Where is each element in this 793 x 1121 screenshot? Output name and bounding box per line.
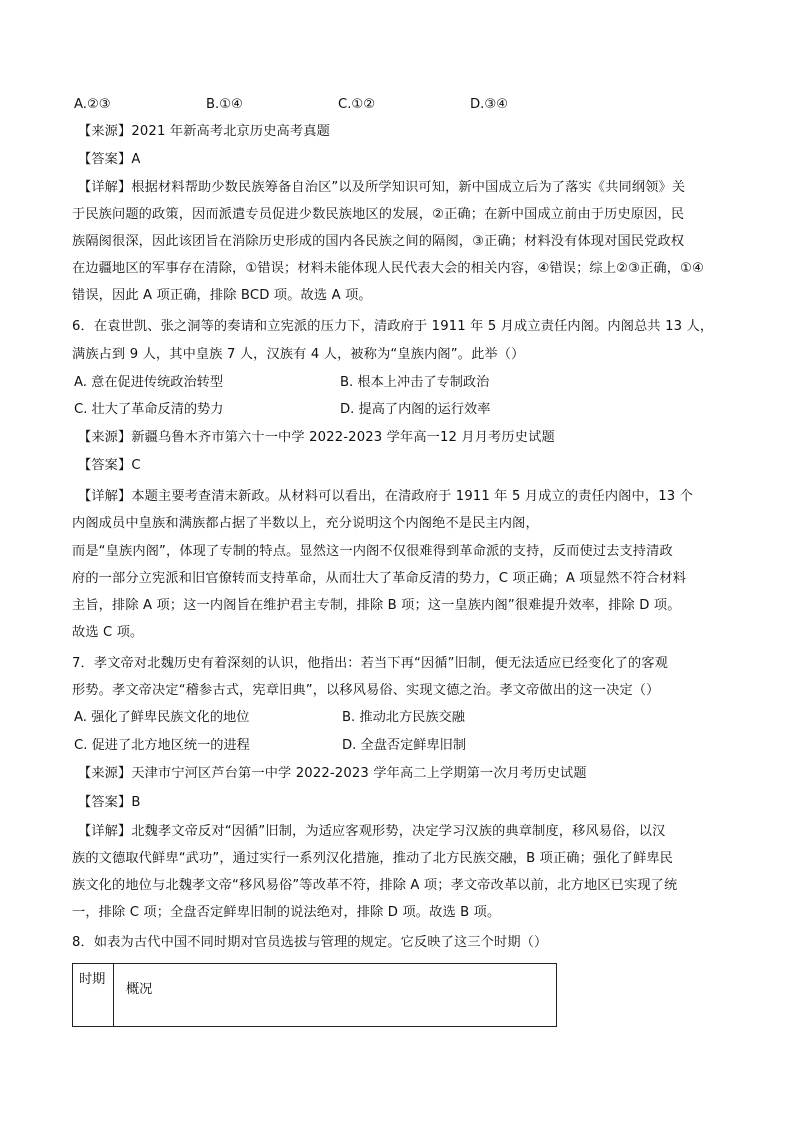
q6-source: 【来源】新疆乌鲁木齐市第六十一中学 2022-2023 学年高一12 月月考历史试题 — [78, 430, 555, 445]
q6-option-d: D. 提高了内阁的运行效率 — [340, 402, 491, 417]
q5-detail-line: 在边疆地区的军事存在清除，①错误；材料未能体现人民代表大会的相关内容，④错误；综上②③正确，①④ — [72, 261, 705, 276]
q6-stem-line: 满族占到 9 人，其中皇族 7 人，汉族有 4 人，被称为“皇族内阁”。此举（） — [72, 347, 525, 362]
q7-detail-line: 【详解】北魏孝文帝反对“因循”旧制，为适应客观形势，决定学习汉族的典章制度，移风易俗，以汉 — [78, 824, 666, 839]
q7-stem-line: 形势。孝文帝决定“稽参古式，宪章旧典”，以移风易俗、实现文德之治。孝文帝做出的这一决定（） — [72, 683, 660, 698]
q5-detail-line: 于民族问题的政策，因而派遣专员促进少数民族地区的发展，②正确；在新中国成立前由于历史原因，民 — [72, 207, 685, 222]
q5-option-b: B.①④ — [206, 97, 243, 112]
q5-detail-line: 族隔阂很深，因此该团旨在消除历史形成的国内各民族之间的隔阂，③正确；材料没有体现对国民党政权 — [72, 234, 685, 249]
q7-detail-line: 族的文德取代鲜卑“武功”，通过实行一系列汉化措施，推动了北方民族交融，B 项正确；强化了鲜卑民 — [72, 851, 674, 866]
q7-option-b: B. 推动北方民族交融 — [342, 710, 465, 725]
q6-detail-line: 而是“皇族内阁”，体现了专制的特点。显然这一内阁不仅很难得到革命派的支持，反而使过去支持清政 — [72, 544, 673, 559]
q5-answer: 【答案】A — [78, 152, 141, 167]
q7-detail-line: 族文化的地位与北魏孝文帝“移风易俗”等改革不符，排除 A 项；孝文帝改革以前，北方地区已实现了统 — [72, 878, 678, 893]
table-header-overview: 概况 — [114, 964, 557, 1027]
q6-detail-line: 故选 C 项。 — [72, 625, 144, 640]
q6-detail-line: 【详解】本题主要考查清末新政。从材料可以看出，在清政府于 1911 年 5 月成立的责任内阁中，13 个 — [78, 489, 693, 504]
q6-detail-line: 府的一部分立宪派和旧官僚转而支持革命，从而壮大了革命反清的势力，C 项正确；A 项显然不符合材料 — [72, 571, 687, 586]
q7-option-c: C. 促进了北方地区统一的进程 — [74, 738, 250, 753]
q5-source: 【来源】2021 年新高考北京历史高考真题 — [78, 124, 330, 139]
q5-option-d: D.③④ — [470, 97, 508, 112]
q6-detail-line: 主旨，排除 A 项；这一内阁旨在维护君主专制，排除 B 项；这一皇族内阁”很难提升效率，排除 D 项。 — [72, 598, 681, 613]
q5-detail-line: 【详解】根据材料帮助少数民族筹备自治区”以及所学知识可知，新中国成立后为了落实《共同纲领》关 — [78, 180, 686, 195]
q7-answer: 【答案】B — [78, 795, 141, 810]
q7-source: 【来源】天津市宁河区芦台第一中学 2022-2023 学年高二上学期第一次月考历史试题 — [78, 766, 587, 781]
q5-option-a: A.②③ — [74, 97, 111, 112]
q6-stem-line: 6．在袁世凯、张之洞等的奏请和立宪派的压力下，清政府于 1911 年 5 月成立责任内阁。内阁总共 13 人， — [72, 319, 714, 334]
q7-option-d: D. 全盘否定鲜卑旧制 — [342, 738, 467, 753]
q6-option-c: C. 壮大了革命反清的势力 — [74, 402, 224, 417]
q8-table — [72, 963, 557, 1027]
table-row — [73, 964, 557, 1027]
q7-detail-line: 一，排除 C 项；全盘否定鲜卑旧制的说法绝对，排除 D 项。故选 B 项。 — [72, 905, 501, 920]
q5-option-c: C.①② — [338, 97, 376, 112]
table-header-period: 时期 — [73, 964, 114, 1027]
q7-stem-line: 7．孝文帝对北魏历史有着深刻的认识，他指出：若当下再“因循”旧制，便无法适应已经变化了的客观 — [72, 656, 669, 671]
q5-detail-line: 错误，因此 A 项正确，排除 BCD 项。故选 A 项。 — [72, 288, 372, 303]
q8-stem: 8．如表为古代中国不同时期对官员选拔与管理的规定。它反映了这三个时期（） — [72, 935, 548, 950]
q6-detail-line: 内阁成员中皇族和满族都占据了半数以上，充分说明这个内阁绝不是民主内阁， — [72, 516, 539, 531]
q6-option-b: B. 根本上冲击了专制政治 — [340, 375, 490, 390]
q7-option-a: A. 强化了鲜卑民族文化的地位 — [74, 710, 250, 725]
q6-option-a: A. 意在促进传统政治转型 — [74, 375, 224, 390]
q6-answer: 【答案】C — [78, 458, 141, 473]
